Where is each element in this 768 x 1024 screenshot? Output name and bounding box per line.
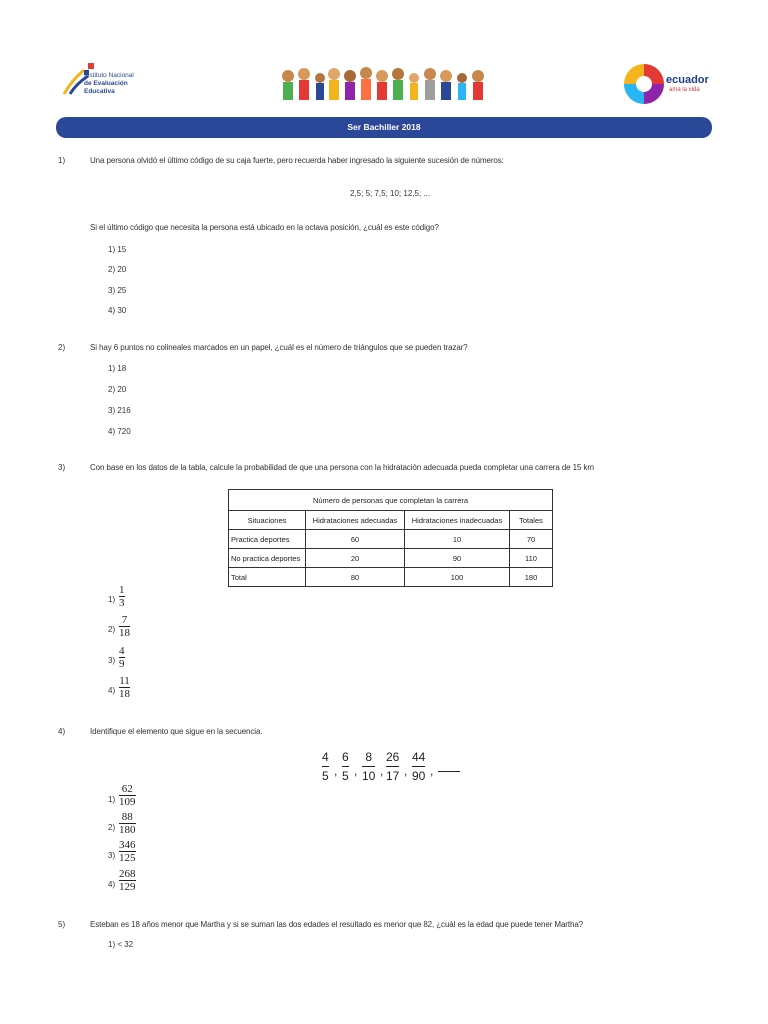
- ecuador-sun-icon: [622, 62, 666, 106]
- table-caption: Número de personas que completan la carrera: [229, 490, 553, 511]
- table-header: Totales: [510, 511, 553, 530]
- fraction-bar: [362, 766, 375, 767]
- table-header: Situaciones: [229, 511, 306, 530]
- fraction-numerator: 1: [119, 584, 125, 596]
- table-cell: 10: [405, 530, 510, 549]
- fraction-bar: [386, 766, 399, 767]
- q2-option-2[interactable]: 2) 20: [108, 385, 127, 394]
- q4-option-2-fraction[interactable]: [119, 812, 136, 835]
- table-header-row: [229, 511, 553, 530]
- fraction-numerator: 26: [386, 750, 400, 764]
- table-cell: 80: [306, 568, 405, 587]
- fraction-denominator: 9: [119, 658, 125, 670]
- q2-option-1[interactable]: 1) 18: [108, 364, 127, 373]
- q4-number: 4): [58, 727, 66, 736]
- ecuador-word: ecuador: [666, 74, 709, 86]
- q5-option-1[interactable]: 1) < 32: [108, 940, 134, 949]
- q2-option-4[interactable]: 4) 720: [108, 427, 131, 436]
- ineval-line-3: Educativa: [84, 88, 115, 95]
- fraction-denominator: 10: [362, 769, 376, 783]
- fraction-denominator: 109: [119, 796, 136, 808]
- fraction-numerator: 62: [121, 783, 133, 795]
- sequence-comma: ,: [354, 764, 358, 778]
- table-cell: 60: [306, 530, 405, 549]
- q4-option-1-label[interactable]: 1): [108, 795, 116, 804]
- q4-option-3-label[interactable]: 3): [108, 851, 116, 860]
- q3-text: Con base en los datos de la tabla, calcule la probabilidad de que una persona con la hidratación adecuada pueda completar una carrera de 15 km: [90, 463, 594, 472]
- q1-option-1[interactable]: 1) 15: [108, 245, 127, 254]
- fraction-denominator: 3: [119, 597, 125, 609]
- sequence-comma: ,: [334, 764, 338, 778]
- q5-number: 5): [58, 920, 66, 929]
- fraction-numerator: 4: [322, 750, 329, 764]
- fraction-denominator: 129: [119, 881, 136, 893]
- exam-title-banner: Ser Bachiller 2018: [56, 117, 712, 138]
- fraction-denominator: 90: [412, 769, 426, 783]
- fraction-bar: [322, 766, 329, 767]
- q3-option-2-label[interactable]: 2): [108, 625, 116, 634]
- q1-number: 1): [58, 156, 66, 165]
- q4-sequence-term-4: [386, 750, 399, 783]
- people-illustration: [278, 62, 490, 104]
- sequence-comma: ,: [430, 764, 434, 778]
- table-header: Hidrataciones inadecuadas: [405, 511, 510, 530]
- answer-blank-line: [438, 771, 460, 772]
- table-row: [229, 549, 553, 568]
- fraction-numerator: 6: [342, 750, 349, 764]
- fraction-numerator: 88: [121, 811, 133, 823]
- fraction-numerator: 268: [119, 868, 136, 880]
- fraction-numerator: 4: [119, 645, 125, 657]
- fraction-numerator: 8: [365, 750, 373, 764]
- table-cell: 70: [510, 530, 553, 549]
- q1-option-4[interactable]: 4) 30: [108, 306, 127, 315]
- q3-number: 3): [58, 463, 66, 472]
- fraction-denominator: 180: [119, 824, 136, 836]
- ecuador-logo: [622, 62, 712, 106]
- fraction-numerator: 11: [119, 675, 130, 687]
- q2-number: 2): [58, 343, 66, 352]
- table-row: [229, 530, 553, 549]
- q4-option-4-fraction[interactable]: [119, 869, 136, 892]
- q4-option-3-fraction[interactable]: [119, 840, 136, 863]
- table-cell: 90: [405, 549, 510, 568]
- ineval-logo: [62, 60, 202, 100]
- table-cell: No practica deportes: [229, 549, 306, 568]
- fraction-denominator: 5: [342, 769, 349, 783]
- sequence-comma: ,: [380, 764, 384, 778]
- fraction-numerator: 44: [412, 750, 426, 764]
- q5-text: Esteban es 18 años menor que Martha y si se suman las dos edades el resultado es menor que 82, ¿cuál es la edad que puede tener Martha?: [90, 920, 584, 929]
- q3-option-3-fraction[interactable]: [119, 646, 125, 669]
- sequence-comma: ,: [404, 764, 408, 778]
- q3-option-4-label[interactable]: 4): [108, 686, 116, 695]
- q4-sequence-term-3: [362, 750, 375, 783]
- q2-option-3[interactable]: 3) 216: [108, 406, 131, 415]
- q4-sequence-term-2: [342, 750, 349, 783]
- fraction-numerator: 346: [119, 839, 136, 851]
- fraction-bar: [342, 766, 349, 767]
- fraction-denominator: 18: [119, 688, 130, 700]
- q1-option-3[interactable]: 3) 25: [108, 286, 127, 295]
- fraction-denominator: 125: [119, 852, 136, 864]
- q4-sequence-term-5: [412, 750, 425, 783]
- q1-text: Una persona olvidó el último código de su caja fuerte, pero recuerda haber ingresado la siguiente sucesión de números:: [90, 156, 504, 165]
- q4-option-1-fraction[interactable]: [119, 784, 136, 807]
- q1-option-2[interactable]: 2) 20: [108, 265, 127, 274]
- table-cell: Practica deportes: [229, 530, 306, 549]
- fraction-numerator: 7: [121, 614, 128, 626]
- table-row: [229, 568, 553, 587]
- q3-data-table: [228, 489, 553, 587]
- ineval-line-2: de Evaluación: [84, 80, 128, 87]
- q3-option-1-label[interactable]: 1): [108, 595, 116, 604]
- q3-option-2-fraction[interactable]: [119, 615, 130, 638]
- q2-text: Si hay 6 puntos no colineales marcados en un papel, ¿cuál es el número de triángulos que se pueden trazar?: [90, 343, 468, 352]
- q4-option-4-label[interactable]: 4): [108, 880, 116, 889]
- fraction-denominator: 17: [386, 769, 400, 783]
- table-header: Hidrataciones adecuadas: [306, 511, 405, 530]
- ecuador-tagline: ama la vida: [669, 87, 700, 93]
- table-cell: Total: [229, 568, 306, 587]
- table-cell: 110: [510, 549, 553, 568]
- q4-text: Identifique el elemento que sigue en la secuencia.: [90, 727, 263, 736]
- q3-option-3-label[interactable]: 3): [108, 656, 116, 665]
- table-cell: 100: [405, 568, 510, 587]
- fraction-denominator: 5: [322, 769, 329, 783]
- q3-option-1-fraction[interactable]: [119, 585, 125, 608]
- q4-option-2-label[interactable]: 2): [108, 823, 116, 832]
- fraction-bar: [412, 766, 425, 767]
- table-caption-row: [229, 490, 553, 511]
- ineval-line-1: Instituto Nacional: [84, 72, 134, 79]
- q4-sequence-term-1: [322, 750, 329, 783]
- table-cell: 180: [510, 568, 553, 587]
- fraction-denominator: 18: [119, 627, 130, 639]
- q3-option-4-fraction[interactable]: [119, 676, 130, 699]
- table-cell: 20: [306, 549, 405, 568]
- q1-text2: Si el último código que necesita la persona está ubicado en la octava posición, ¿cuál es este código?: [90, 223, 439, 232]
- q1-sequence: 2,5; 5; 7,5; 10; 12,5; ...: [350, 189, 431, 198]
